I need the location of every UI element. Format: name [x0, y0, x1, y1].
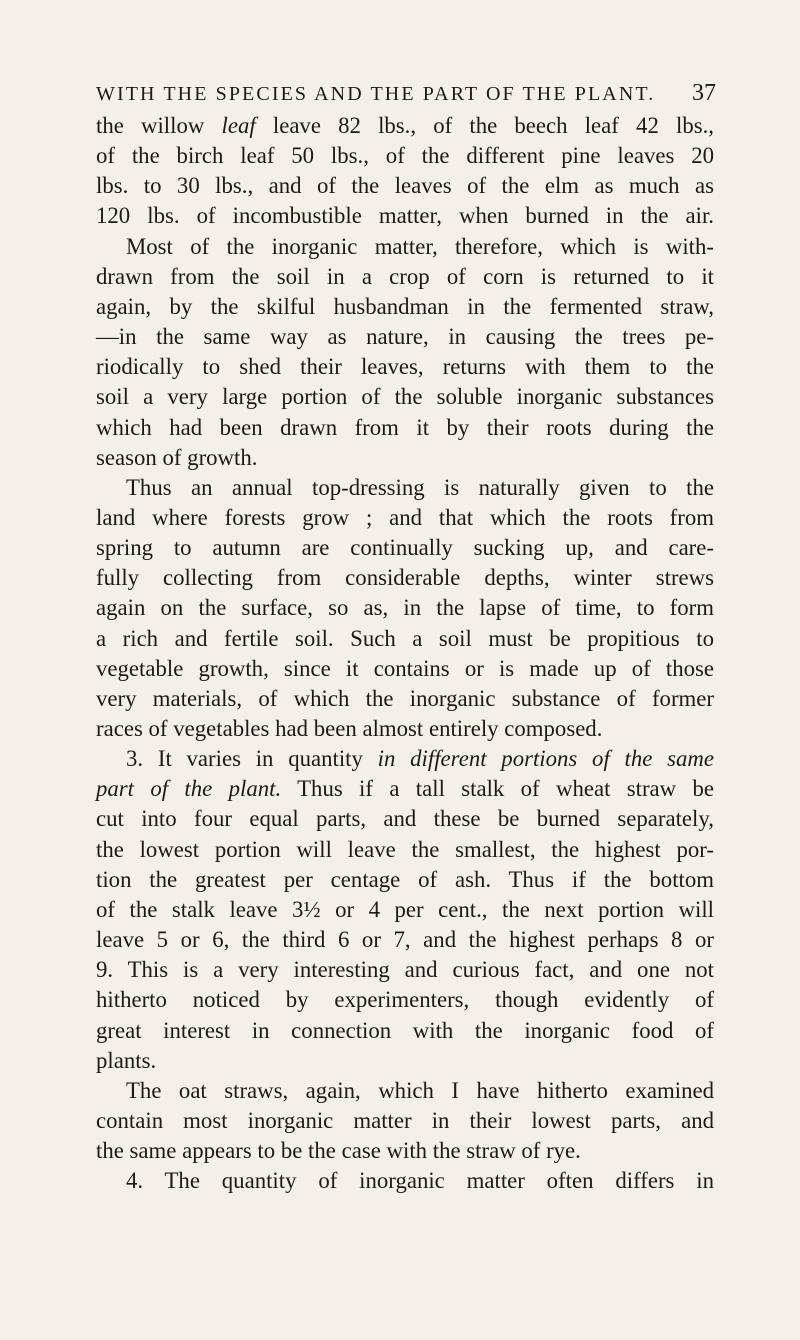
line-text: Thus if a tall stalk of wheat straw be — [281, 776, 714, 802]
line-text: the willow — [96, 113, 222, 138]
line-text: a rich and fertile soil. Such a soil must be propitious to — [96, 625, 714, 651]
text-line — [96, 714, 714, 744]
line-text: spring to autumn are continually sucking up, and care- — [96, 535, 714, 561]
line-text: lbs. to 30 lbs., and of the leaves of the elm as much as — [96, 173, 714, 199]
line-text: again, by the skilful husbandman in the fermented straw, — [96, 293, 714, 319]
line-text: 4. The quantity of inorganic matter often differs in — [126, 1168, 714, 1194]
line-text: riodically to shed their leaves, returns with them to the — [96, 354, 714, 380]
text-line — [96, 111, 714, 141]
text-line — [96, 292, 714, 322]
line-text: leave 82 lbs., of the beech leaf 42 lbs., — [255, 113, 715, 138]
line-text: 9. This is a very interesting and curious fact, and one not — [96, 957, 714, 983]
line-text: great interest in connection with the inorganic food of — [96, 1017, 714, 1043]
text-line — [96, 503, 714, 533]
line-text: plants. — [96, 1047, 157, 1073]
line-text: soil a very large portion of the soluble inorganic substances — [96, 384, 714, 410]
text-line — [96, 1136, 714, 1166]
line-text: —in the same way as nature, in causing the trees pe- — [96, 324, 714, 350]
text-line — [96, 262, 714, 292]
line-text: of the birch leaf 50 lbs., of the different pine leaves 20 — [96, 143, 714, 169]
text-line — [126, 744, 714, 774]
text-line — [96, 563, 714, 593]
text-line — [96, 925, 714, 955]
text-line — [96, 533, 714, 563]
line-text: land where forests grow ; and that which the roots from — [96, 504, 714, 530]
text-line — [96, 654, 714, 684]
line-text: very materials, of which the inorganic substance of former — [96, 685, 714, 711]
line-text: fully collecting from considerable depths, winter strews — [96, 565, 714, 591]
italic-text: in different portions of the same — [377, 746, 714, 772]
text-line — [96, 835, 714, 865]
text-line — [96, 774, 714, 804]
line-text: drawn from the soil in a crop of corn is returned to it — [96, 263, 714, 289]
text-line — [126, 1166, 714, 1196]
text-line — [96, 955, 714, 985]
line-text: season of growth. — [96, 444, 258, 470]
text-line — [96, 382, 714, 412]
italic-text: part of the plant. — [96, 776, 282, 802]
line-text: races of vegetables had been almost entirely composed. — [96, 716, 603, 741]
text-line — [96, 413, 714, 443]
line-text: hitherto noticed by experimenters, though evidently of — [96, 987, 714, 1013]
text-line — [96, 443, 714, 473]
text-line — [96, 684, 714, 714]
text-line — [96, 352, 714, 382]
line-text: Thus an annual top-dressing is naturally given to the — [126, 474, 714, 500]
text-line — [96, 593, 714, 623]
text-line — [96, 895, 714, 925]
text-line — [96, 171, 714, 201]
text-line — [126, 232, 714, 262]
text-line — [96, 141, 714, 171]
text-line — [96, 201, 714, 231]
line-text: tion the greatest per centage of ash. Thus if the bottom — [96, 866, 714, 892]
text-line — [96, 804, 714, 834]
line-text: 3. It varies in quantity — [126, 746, 378, 772]
line-text: of the stalk leave 3½ or 4 per cent., the next portion will — [96, 896, 714, 922]
line-text: cut into four equal parts, and these be burned separately, — [96, 806, 714, 832]
line-text: leave 5 or 6, the third 6 or 7, and the highest perhaps 8 or — [96, 927, 714, 953]
line-text: contain most inorganic matter in their lowest parts, and — [96, 1107, 714, 1133]
page-number: 37 — [692, 80, 716, 106]
italic-text: leaf — [221, 113, 256, 138]
text-line — [96, 985, 714, 1015]
text-line — [126, 473, 714, 503]
text-line — [96, 1106, 714, 1136]
text-line — [96, 624, 714, 654]
line-text: The oat straws, again, which I have hitherto examined — [126, 1077, 714, 1103]
line-text: which had been drawn from it by their roots during the — [96, 414, 714, 440]
line-text: vegetable growth, since it contains or is made up of those — [96, 655, 714, 681]
line-text: again on the surface, so as, in the lapse of time, to form — [96, 595, 714, 621]
text-line — [96, 1046, 714, 1076]
line-text: 120 lbs. of incombustible matter, when burned in the air. — [96, 203, 714, 229]
line-text: Most of the inorganic matter, therefore, which is with- — [126, 233, 714, 259]
line-text: the lowest portion will leave the smallest, the highest por- — [96, 836, 714, 862]
running-title: WITH THE SPECIES AND THE PART OF THE PLANT. — [96, 83, 656, 105]
text-line — [126, 1076, 714, 1106]
running-header — [96, 80, 716, 107]
text-line — [96, 322, 714, 352]
text-line — [96, 1016, 714, 1046]
text-line — [96, 865, 714, 895]
line-text: the same appears to be the case with the straw of rye. — [96, 1138, 581, 1164]
